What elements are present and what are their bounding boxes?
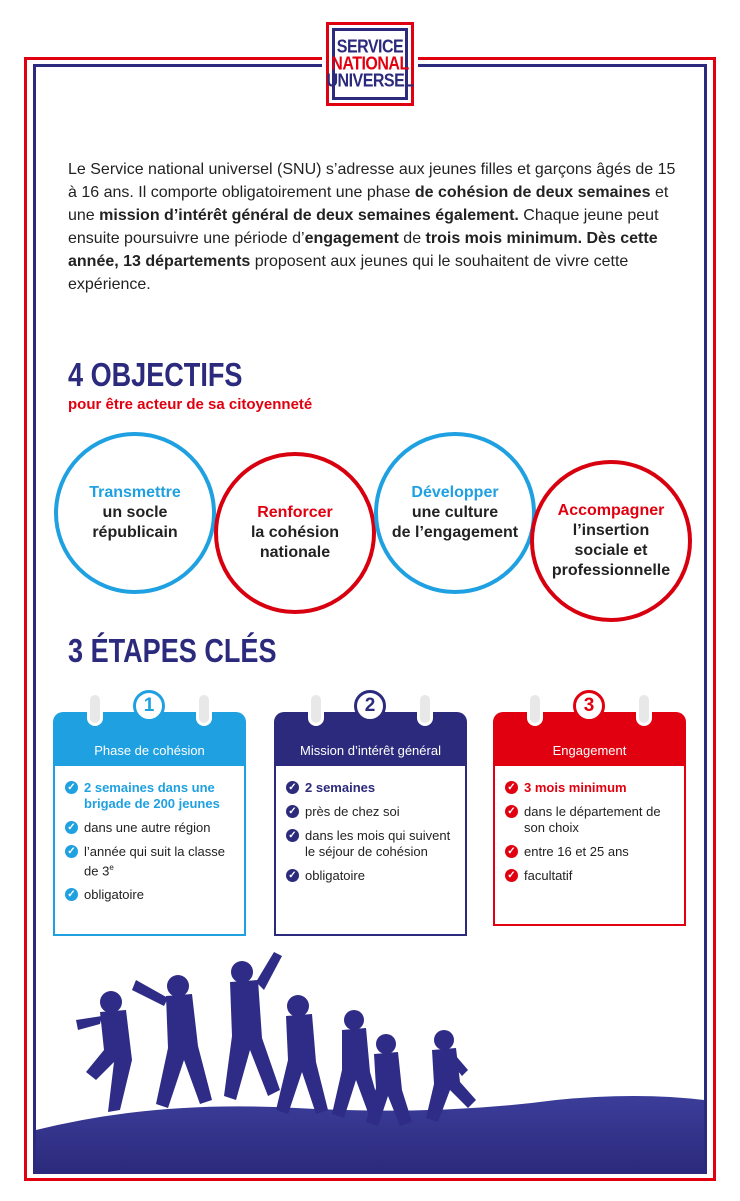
objectif-text: de l’engagement: [391, 524, 519, 541]
list-item: [505, 804, 674, 836]
list-item: [505, 868, 674, 884]
check-icon: ✓: [505, 805, 518, 818]
objectif-text: une culture: [411, 504, 499, 521]
objectif-circle-2: [214, 452, 376, 614]
etape-number-badge: 2: [354, 690, 386, 722]
check-icon: ✓: [286, 781, 299, 794]
list-item: [286, 780, 455, 796]
objectif-text: professionnelle: [551, 562, 671, 579]
objectif-text: l’insertion: [572, 522, 650, 539]
list-item-text: facultatif: [524, 868, 573, 883]
logo-line-2: NATIONAL: [331, 54, 409, 74]
etape-card-body: [493, 766, 686, 926]
intro-bold: trois mois minimum. Dès cette année, 13 départements: [68, 230, 658, 270]
etape-card-1: [53, 692, 246, 936]
etapes-title: 3 ÉTAPES CLÉS: [68, 632, 277, 669]
list-item-text: l’année qui suit la classe de 3: [84, 844, 225, 879]
list-item: [65, 780, 234, 812]
logo-line-1: SERVICE: [336, 37, 404, 57]
list-item: [505, 844, 674, 860]
calendar-ring-icon: [527, 692, 543, 726]
objectif-circle-4: [530, 460, 692, 622]
list-item-text: obligatoire: [84, 887, 144, 903]
check-icon: ✓: [65, 781, 78, 794]
calendar-ring-icon: [417, 692, 433, 726]
check-icon: ✓: [286, 805, 299, 818]
objectif-text: républicain: [92, 524, 178, 541]
etape-card-2: [274, 692, 467, 936]
etape-card-label: Mission d’intérêt général: [300, 743, 441, 758]
list-item: [286, 804, 455, 820]
etape-number-badge: 3: [573, 690, 605, 722]
intro-bold: engagement: [304, 230, 399, 247]
youth-silhouette-illustration: [36, 950, 704, 1172]
etape-card-label: Phase de cohésion: [94, 743, 205, 758]
etape-number-badge: 1: [133, 690, 165, 722]
calendar-ring-icon: [196, 692, 212, 726]
list-item: [65, 844, 234, 879]
calendar-ring-icon: [636, 692, 652, 726]
intro-text: de: [398, 230, 426, 247]
objectif-highlight: Renforcer: [257, 504, 333, 521]
intro-paragraph: [68, 158, 678, 296]
intro-text: et une: [68, 184, 669, 224]
objectifs-subtitle: pour être acteur de sa citoyenneté: [68, 396, 313, 413]
objectif-highlight: Accompagner: [557, 502, 665, 519]
calendar-ring-icon: [87, 692, 103, 726]
check-icon: ✓: [505, 781, 518, 794]
intro-text: Chaque jeune peut ensuite poursuivre une période d’: [68, 207, 659, 247]
objectif-text: la cohésion: [250, 524, 340, 541]
objectif-text: un socle: [102, 504, 168, 521]
superscript: e: [109, 863, 114, 872]
check-icon: ✓: [65, 845, 78, 858]
check-icon: ✓: [505, 869, 518, 882]
list-item: [65, 820, 234, 836]
list-item: [505, 780, 674, 796]
list-item-text: entre 16 et 25 ans: [524, 844, 629, 859]
list-item-text: 2 semaines dans une brigade de 200 jeunes: [84, 780, 220, 811]
intro-text: proposent aux jeunes qui le souhaitent de vivre cette expérience.: [68, 253, 629, 293]
check-icon: ✓: [286, 829, 299, 842]
list-item-text: obligatoire: [305, 868, 365, 883]
snu-logo: [322, 18, 418, 110]
objectifs-title: 4 OBJECTIFS: [68, 356, 243, 393]
list-item-text: dans les mois qui suivent le séjour de cohésion: [305, 828, 451, 859]
etape-card-label: Engagement: [552, 743, 627, 758]
objectif-text: sociale et: [574, 542, 648, 559]
intro-text: Le Service national universel (SNU) s’adresse aux jeunes filles et garçons âgés de 15 à 16 ans. Il comporte obligatoirement une phase: [68, 161, 676, 201]
etape-card-3: [493, 692, 686, 936]
intro-bold: de cohésion de deux semaines: [414, 184, 651, 201]
list-item-text: 2 semaines: [305, 780, 376, 795]
check-icon: ✓: [286, 869, 299, 882]
check-icon: ✓: [505, 845, 518, 858]
logo-line-3: UNIVERSEL: [326, 71, 414, 91]
check-icon: ✓: [65, 888, 78, 901]
etape-card-body: [53, 766, 246, 936]
objectif-text: nationale: [259, 544, 331, 561]
objectif-circle-1: [54, 432, 216, 594]
list-item-text: dans le département de son choix: [524, 804, 661, 835]
objectif-circle-3: [374, 432, 536, 594]
list-item: [286, 828, 455, 860]
objectif-highlight: Transmettre: [89, 484, 181, 501]
list-item: [286, 868, 455, 884]
list-item: [65, 887, 234, 903]
intro-bold: mission d’intérêt général de deux semaines également.: [99, 207, 519, 224]
calendar-ring-icon: [308, 692, 324, 726]
list-item-text: dans une autre région: [84, 820, 211, 835]
objectif-highlight: Développer: [411, 484, 499, 501]
etape-card-body: [274, 766, 467, 936]
list-item-text: 3 mois minimum: [524, 780, 627, 795]
check-icon: ✓: [65, 821, 78, 834]
list-item-text: près de chez soi: [305, 804, 400, 819]
